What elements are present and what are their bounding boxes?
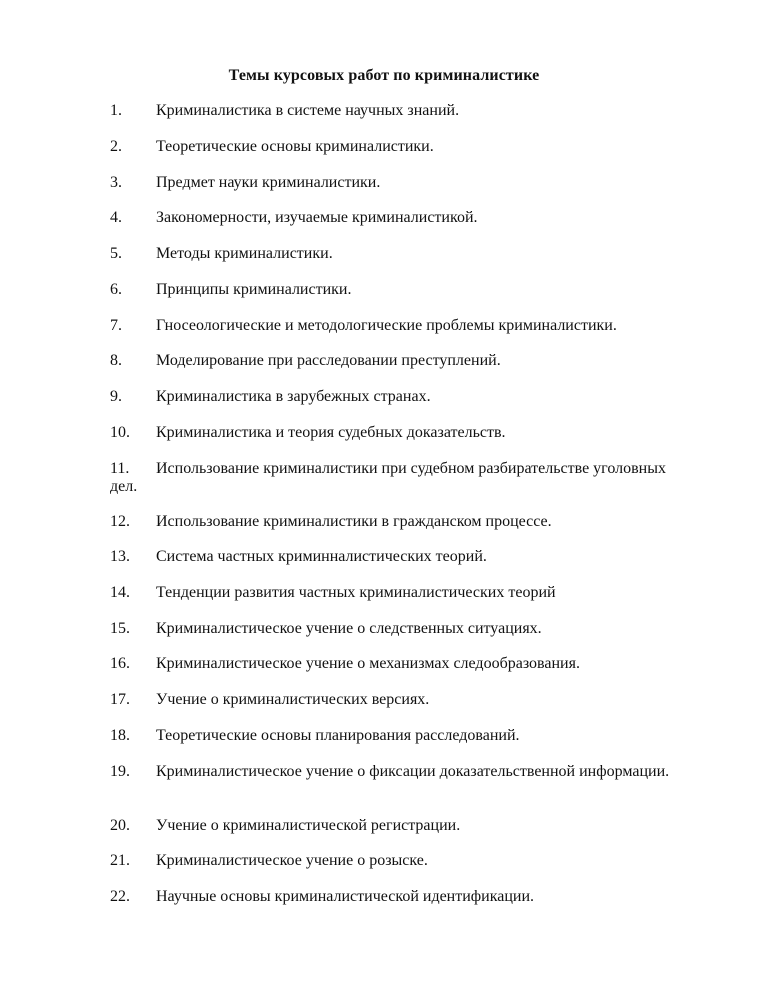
topic-number: 5. xyxy=(110,245,122,262)
list-item xyxy=(110,174,670,192)
topic-number: 3. xyxy=(110,174,122,191)
topic-number: 11. xyxy=(110,460,130,477)
topic-text: Использование криминалистики при судебном разбирательстве уголовных дел. xyxy=(110,460,666,495)
list-item xyxy=(110,102,670,120)
topic-text: Принципы криминалистики. xyxy=(156,281,352,298)
topic-number: 10. xyxy=(110,424,130,441)
list-item xyxy=(110,620,670,638)
topic-text: Система частных криминналистических теорий. xyxy=(156,548,487,565)
topic-text: Моделирование при расследовании преступлений. xyxy=(156,352,501,369)
topic-text: Криминалистическое учение о фиксации доказательственной информации. xyxy=(156,763,670,780)
topic-number: 9. xyxy=(110,388,122,405)
topic-text: Использование криминалистики в гражданском процессе. xyxy=(156,513,552,530)
topic-text: Криминалистическое учение о механизмах следообразования. xyxy=(156,655,580,672)
list-item xyxy=(110,424,670,442)
topic-text: Криминалистическое учение о розыске. xyxy=(156,852,428,869)
topic-text: Учение о криминалистической регистрации. xyxy=(156,817,461,834)
list-item xyxy=(110,317,670,335)
list-item xyxy=(110,888,670,906)
topic-number: 19. xyxy=(110,763,130,780)
list-item xyxy=(110,763,670,781)
list-item xyxy=(110,817,670,835)
topic-text: Методы криминалистики. xyxy=(156,245,333,262)
topic-text: Гносеологические и методологические проблемы криминалистики. xyxy=(156,317,617,334)
list-item xyxy=(110,691,670,709)
list-item xyxy=(110,138,670,156)
list-item xyxy=(110,852,670,870)
document-title: Темы курсовых работ по криминалистике xyxy=(228,67,540,84)
topic-text: Криминалистическое учение о следственных ситуациях. xyxy=(156,620,542,637)
topic-text: Научные основы криминалистической идентификации. xyxy=(156,888,535,905)
topic-text: Учение о криминалистических версиях. xyxy=(156,691,430,708)
topic-number: 15. xyxy=(110,620,130,637)
list-item xyxy=(110,655,670,673)
topic-number: 12. xyxy=(110,513,130,530)
topic-number: 13. xyxy=(110,548,130,565)
topic-text: Теоретические основы планирования расследований. xyxy=(156,727,520,744)
topic-text: Предмет науки криминалистики. xyxy=(156,174,381,191)
topic-number: 14. xyxy=(110,584,130,601)
topic-text: Криминалистика и теория судебных доказательств. xyxy=(156,424,506,441)
topic-number: 18. xyxy=(110,727,130,744)
topic-number: 17. xyxy=(110,691,130,708)
topic-number: 20. xyxy=(110,817,130,834)
topic-text: Криминалистика в системе научных знаний. xyxy=(156,102,460,119)
list-item xyxy=(110,281,670,299)
list-item xyxy=(110,388,670,406)
topic-number: 7. xyxy=(110,317,122,334)
topic-text: Криминалистика в зарубежных странах. xyxy=(156,388,431,405)
list-item xyxy=(110,352,670,370)
topic-number: 2. xyxy=(110,138,122,155)
list-item xyxy=(110,513,670,531)
list-item xyxy=(110,584,670,602)
topic-text: Тенденции развития частных криминалистических теорий xyxy=(156,584,556,601)
topic-number: 16. xyxy=(110,655,130,672)
list-item xyxy=(110,548,670,566)
list-item xyxy=(110,460,670,496)
topic-number: 1. xyxy=(110,102,122,119)
list-item xyxy=(110,209,670,227)
topic-number: 4. xyxy=(110,209,122,226)
topic-number: 21. xyxy=(110,852,130,869)
topic-number: 22. xyxy=(110,888,130,905)
list-item xyxy=(110,245,670,263)
topic-text: Закономерности, изучаемые криминалистикой. xyxy=(156,209,478,226)
topic-number: 6. xyxy=(110,281,122,298)
list-item xyxy=(110,727,670,745)
topic-text: Теоретические основы криминалистики. xyxy=(156,138,434,155)
topic-number: 8. xyxy=(110,352,122,369)
